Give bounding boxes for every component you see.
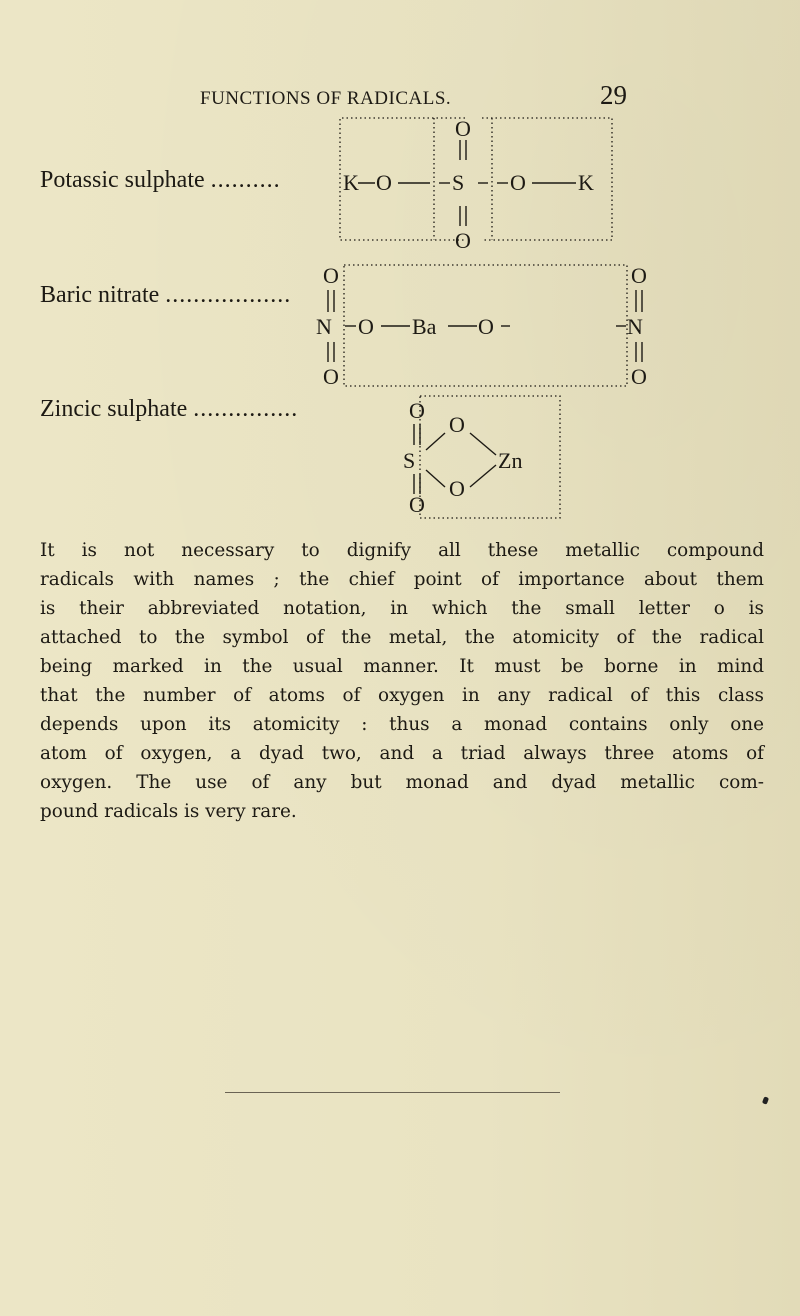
atom-labels — [316, 116, 647, 517]
atom-o: O — [510, 170, 526, 195]
atom-k: K — [578, 170, 594, 195]
atom-o: O — [376, 170, 392, 195]
zincic-box — [420, 396, 560, 518]
paragraph-line: that the number of atoms of oxygen in any radical of this class — [40, 685, 764, 706]
running-title: FUNCTIONS OF RADICALS. — [200, 88, 452, 109]
atom-o: O — [631, 263, 647, 288]
paragraph-line: attached to the symbol of the metal, the atomicity of the radical — [40, 627, 764, 648]
paragraph-line: pound radicals is very rare. — [40, 801, 297, 822]
atom-o: O — [409, 398, 425, 423]
paragraph-line: depends upon its atomicity : thus a monad contains only one — [40, 714, 764, 735]
atom-o: O — [358, 314, 374, 339]
atom-s: S — [403, 448, 416, 473]
paragraph-line: being marked in the usual manner. It must be borne in mind — [40, 656, 764, 677]
atom-o: O — [449, 476, 465, 501]
paragraph-line: It is not necessary to dignify all these metallic compound — [40, 540, 764, 561]
atom-o: O — [455, 228, 471, 253]
paragraph-line: radicals with names ; the chief point of importance about them — [40, 569, 764, 590]
atom-o: O — [323, 364, 339, 389]
atom-zn: Zn — [498, 448, 523, 473]
leader-dots: ............... — [193, 396, 299, 422]
entry-name: Zincic sulphate — [40, 396, 188, 422]
body-paragraph — [40, 536, 764, 826]
entry-name: Baric nitrate — [40, 282, 160, 308]
leader-dots: .......... — [210, 167, 281, 193]
paragraph-line: oxygen. The use of any but monad and dyad metallic com- — [40, 772, 764, 793]
atom-ba: Ba — [412, 314, 437, 339]
section-divider — [225, 1092, 560, 1093]
ink-mark — [762, 1096, 769, 1104]
atom-n: N — [627, 314, 643, 339]
paragraph-line: atom of oxygen, a dyad two, and a triad always three atoms of — [40, 743, 764, 764]
leader-dots: .................. — [165, 282, 292, 308]
atom-k: K — [343, 170, 359, 195]
atom-o: O — [631, 364, 647, 389]
atom-o: O — [409, 492, 425, 517]
structural-formulas — [0, 0, 800, 530]
atom-o: O — [455, 116, 471, 141]
atom-o: O — [449, 412, 465, 437]
atom-n: N — [316, 314, 332, 339]
atom-o: O — [323, 263, 339, 288]
atom-o: O — [478, 314, 494, 339]
atom-s: S — [452, 170, 465, 195]
page-number: 29 — [600, 80, 627, 110]
paragraph-line: is their abbreviated notation, in which the small letter o is — [40, 598, 764, 619]
entry-name: Potassic sulphate — [40, 167, 205, 193]
